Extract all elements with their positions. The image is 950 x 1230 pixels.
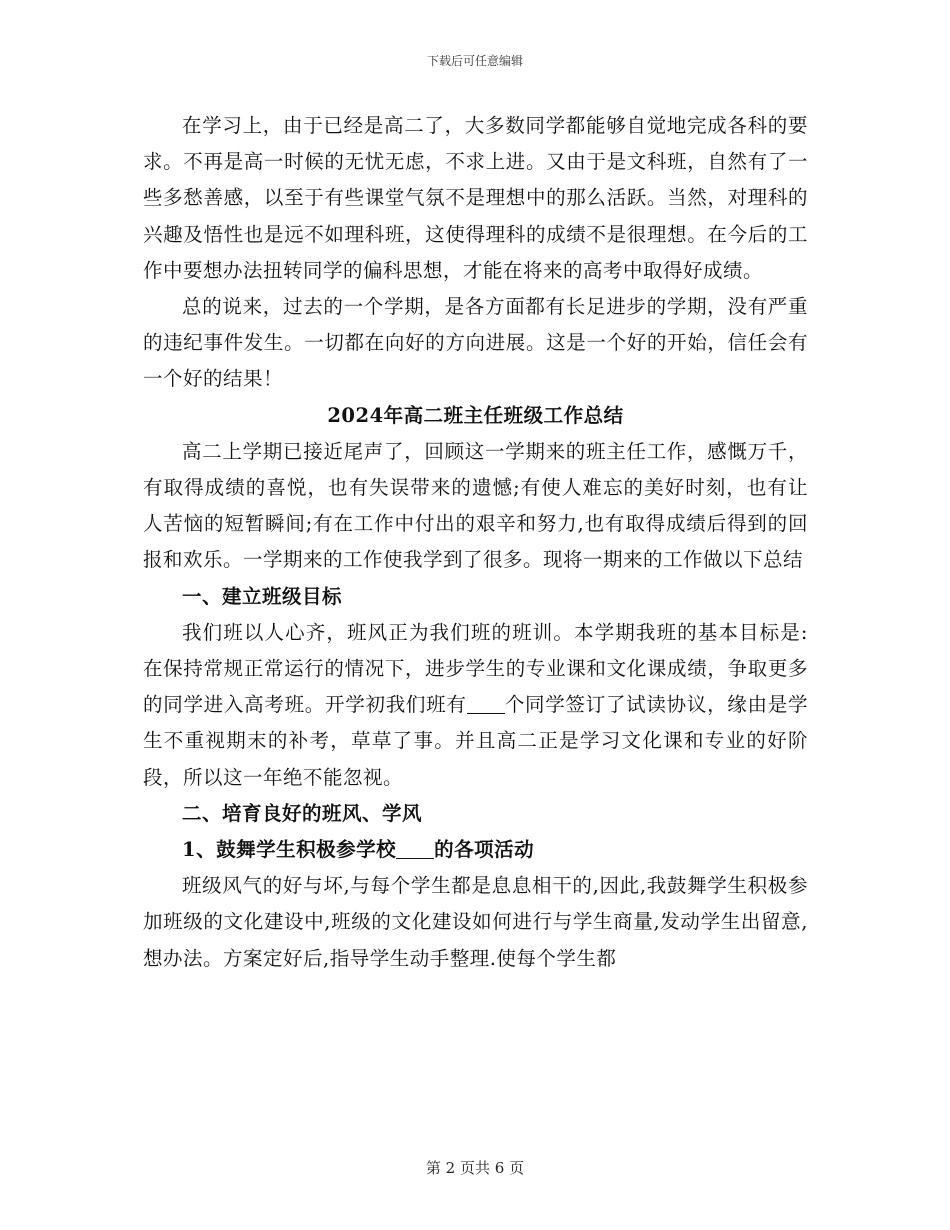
paragraph-class-goals-part1: 我们班以人心齐，班风正为我们班的班训。本学期我班的基本目标是:在保持常规正常运行的情况下，进步学生的专业课和文化课成绩，争取更多的同学进入高考班。开学初我们班有 <box>143 620 808 717</box>
page-header: 下载后可任意编辑 <box>426 54 523 68</box>
page-footer: 第 2 页共 6 页 <box>425 1159 525 1177</box>
paragraph-culture: 班级风气的好与坏,与每个学生都是息息相干的,因此,我鼓舞学生积极参加班级的文化建设中,班级的文化建设如何进行与学生商量,发动学生出留意,想办法。方案定好后,指导学生动手整理.使每个学生都 <box>143 874 808 970</box>
heading-class-goals: 一、建立班级目标 <box>182 584 343 608</box>
heading-activities-part1: 1、鼓舞学生积极参学校 <box>182 838 397 862</box>
blank-underline <box>467 694 505 715</box>
paragraph-summary: 总的说来，过去的一个学期，是各方面都有长足进步的学期，没有严重的违纪事件发生。一切都在向好的方向进展。这是一个好的开始，信任会有一个好的结果！ <box>143 295 808 391</box>
heading-activities <box>143 832 808 868</box>
paragraph-class-goals-part2: 个同学签订了试读协议，缘由是学生不重视期末的补考，草草了事。并且高二正是学习文化课和专业的好阶段，所以这一年绝不能忽视。 <box>143 693 808 789</box>
heading-class-style: 二、培育良好的班风、学风 <box>182 801 423 825</box>
section-title: 2024年高二班主任班级工作总结 <box>327 403 624 427</box>
paragraph-study: 在学习上，由于已经是高二了，大多数同学都能够自觉地完成各科的要求。不再是高一时候的无忧无虑，不求上进。又由于是文科班，自然有了一些多愁善感，以至于有些课堂气氛不是理想中的那么活跃。当然，对理科的兴趣及悟性也是远不如理科班，这使得理科的成绩不是很理想。在今后的工作中要想办法扭转同学的偏科思想，才能在将来的高考中取得好成绩。 <box>143 114 808 282</box>
paragraph-intro: 高二上学期已接近尾声了，回顾这一学期来的班主任工作，感慨万千，有取得成绩的喜悦，也有失误带来的遗憾;有使人难忘的美好时刻，也有让人苦恼的短暂瞬间;有在工作中付出的艰辛和努力,也有取得成绩后得到的回报和欢乐。一学期来的工作使我学到了很多。现将一期来的工作做以下总结 <box>143 439 808 572</box>
heading-activities-part2: 的各项活动 <box>434 838 535 862</box>
document-body <box>143 108 808 977</box>
paragraph-class-goals <box>143 615 808 796</box>
blank-underline <box>396 839 434 860</box>
